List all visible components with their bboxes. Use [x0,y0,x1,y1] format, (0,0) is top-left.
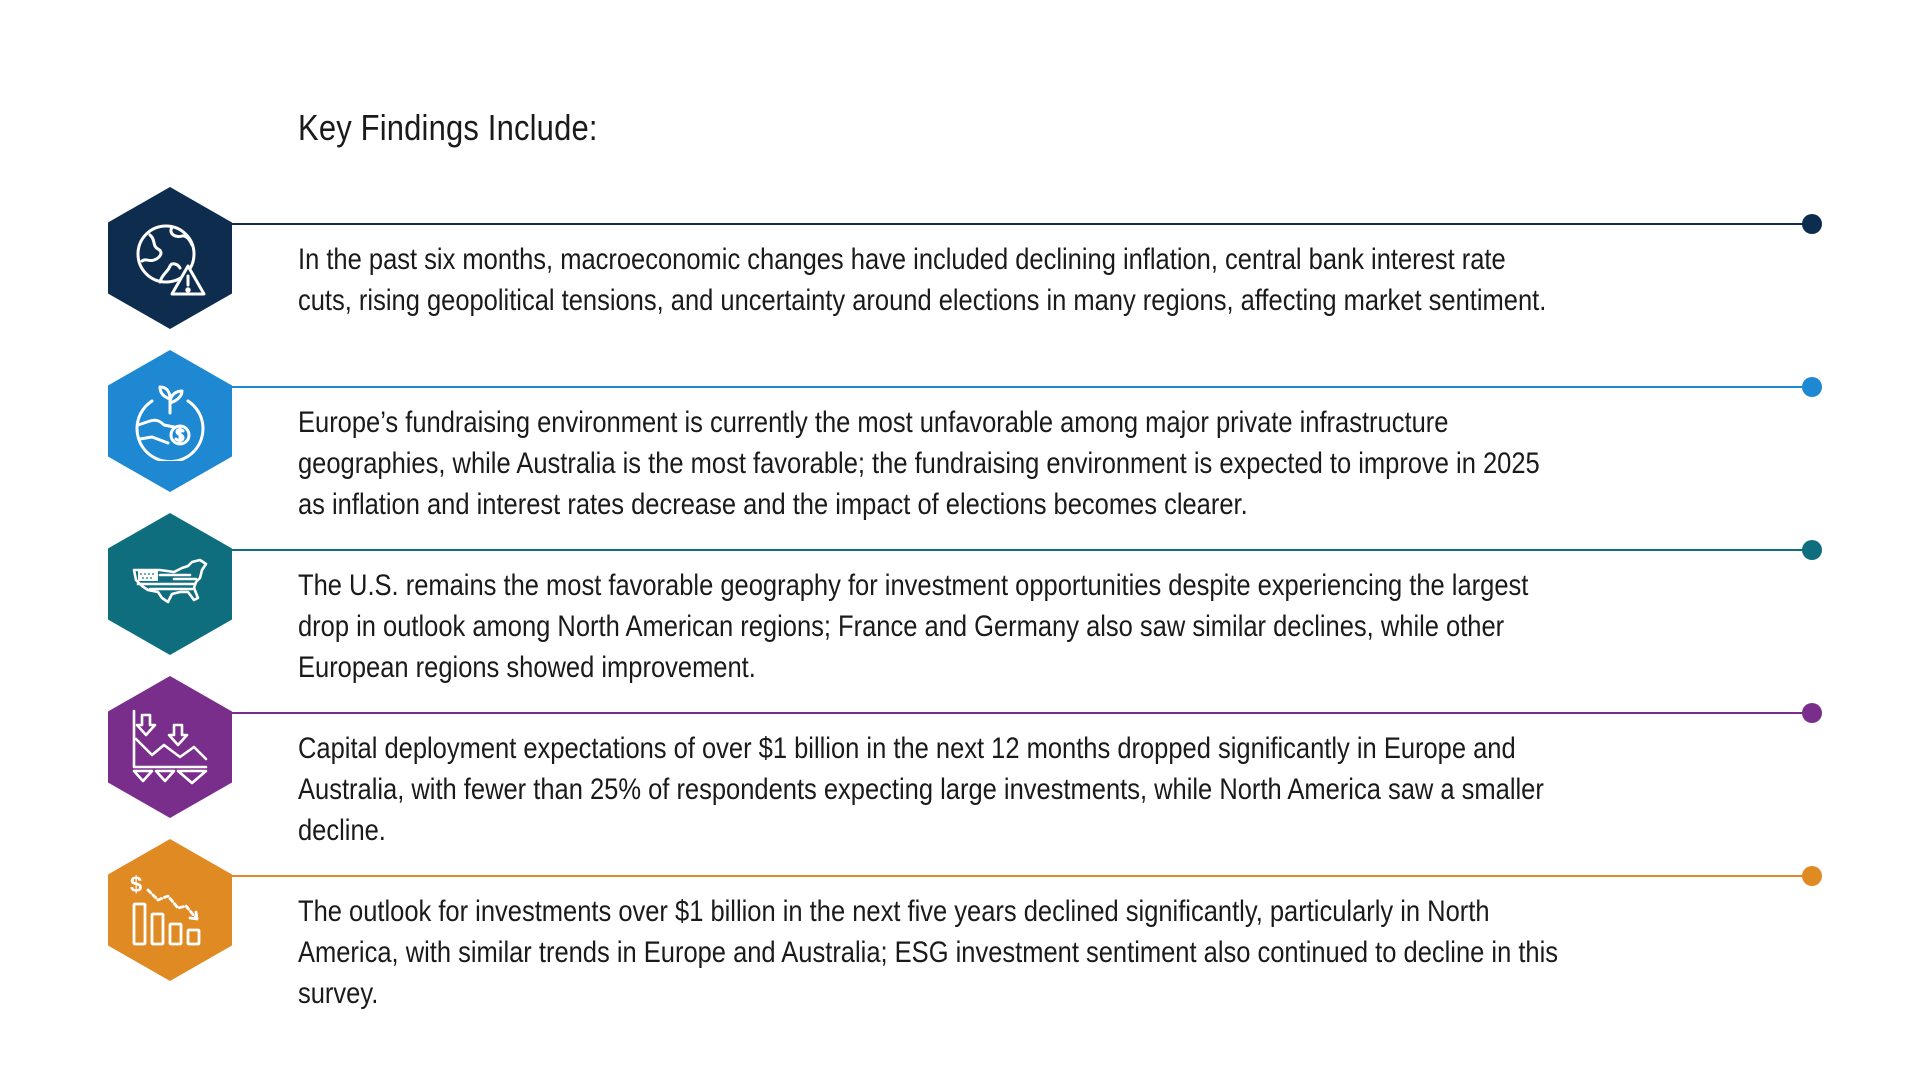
divider-dot [1802,540,1822,560]
divider-dot [1802,703,1822,723]
finding-line: The outlook for investments over $1 billion in the next five years declined significantly, particularly in North [298,895,1490,928]
hand-money-plant-icon [130,381,210,461]
finding-text [298,728,1811,851]
finding-item [0,386,1920,550]
finding-line: geographies, while Australia is the most favorable; the fundraising environment is expected to improve in 2025 [298,447,1540,480]
finding-line: The U.S. remains the most favorable geography for investment opportunities despite experiencing the largest [298,569,1529,602]
divider-line [230,549,1812,551]
finding-line: decline. [298,814,386,847]
page-title: Key Findings Include: [298,107,598,148]
us-flag-map-icon [130,544,210,624]
finding-line: cuts, rising geopolitical tensions, and uncertainty around elections in many regions, affecting market sentiment. [298,284,1547,317]
finding-line: drop in outlook among North American regions; France and Germany also saw similar declines, while other [298,610,1505,643]
finding-text [298,565,1811,688]
hexagon-badge [108,187,232,329]
finding-item [0,712,1920,876]
finding-item [0,223,1920,387]
finding-line: In the past six months, macroeconomic changes have included declining inflation, central bank interest rate [298,243,1506,276]
finding-line: Capital deployment expectations of over $1 billion in the next 12 months dropped significantly in Europe and [298,732,1516,765]
finding-text [298,402,1811,525]
finding-item [0,872,1920,1039]
finding-text [298,239,1811,321]
divider-dot [1802,214,1822,234]
finding-line: Europe’s fundraising environment is currently the most unfavorable among major private infrastructure [298,406,1449,439]
finding-line: America, with similar trends in Europe and Australia; ESG investment sentiment also continued to decline in this [298,936,1559,969]
divider-line [230,712,1812,714]
finding-line: as inflation and interest rates decrease and the impact of elections becomes clearer. [298,488,1248,521]
divider-line [230,223,1812,225]
finding-line: Australia, with fewer than 25% of respondents expecting large investments, while North America saw a smaller [298,773,1544,806]
finding-line: survey. [298,977,379,1010]
globe-warning-icon [130,218,210,298]
divider-line [230,386,1812,388]
finding-line: European regions showed improvement. [298,651,756,684]
finding-text [298,891,1811,1014]
svg-text:$: $ [130,872,143,897]
divider-dot [1802,377,1822,397]
dollar-bar-decline-icon [130,870,210,950]
finding-item [0,549,1920,713]
declining-chart-arrows-icon [130,707,210,787]
divider-dot [1802,866,1822,886]
divider-line [230,875,1812,877]
